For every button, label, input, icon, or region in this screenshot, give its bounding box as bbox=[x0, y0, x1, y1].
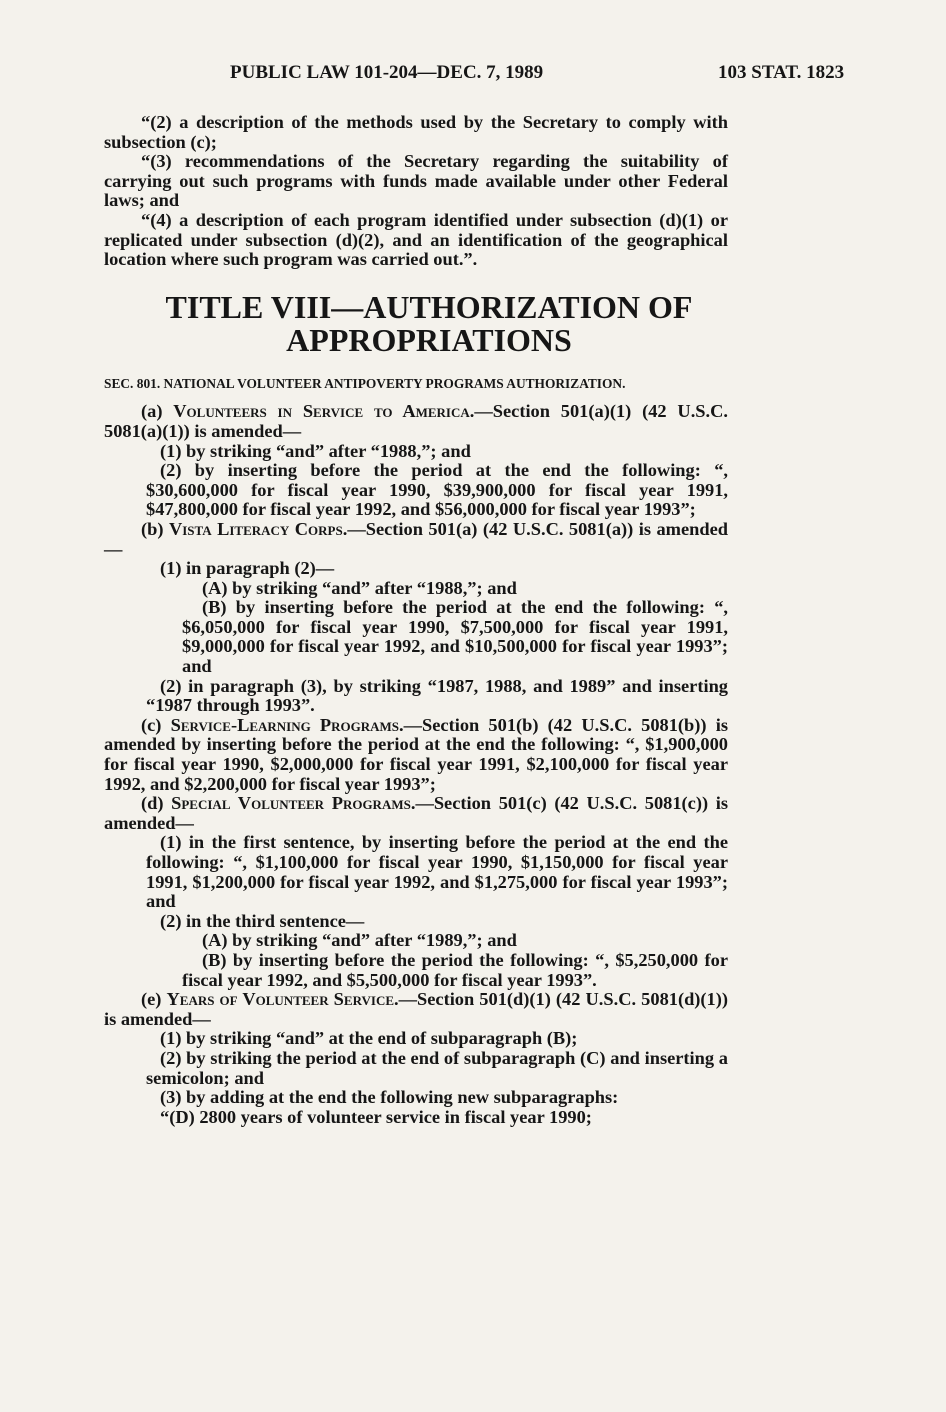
subsection-d-item-2a: (A) by striking “and” after “1989,”; and bbox=[202, 930, 517, 951]
paragraph-3: “(3) recommendations of the Secretary regarding the suitability of carrying out such programs with funds made available under other Federal laws; and bbox=[104, 151, 728, 211]
subsection-e-item-2: (2) by striking the period at the end of subparagraph (C) and inserting a semicolon; and bbox=[146, 1047, 728, 1088]
paragraph-2: “(2) a description of the methods used by the Secretary to comply with subsection (c); bbox=[104, 112, 728, 152]
subsection-e: (e) Years of Volunteer Service.—Section 501(d)(1) (42 U.S.C. 5081(d)(1)) is amended— bbox=[104, 989, 728, 1029]
subsection-d-text: —Section 501(c) (42 U.S.C. 5081(c)) is amended— bbox=[104, 793, 728, 833]
subsection-a-heading: Volunteers in Service to America. bbox=[173, 401, 475, 422]
subsection-e-item-3d: “(D) 2800 years of volunteer service in fiscal year 1990; bbox=[160, 1106, 592, 1127]
subsection-c-heading: Service-Learning Programs. bbox=[170, 714, 404, 735]
subsection-a-item-1: (1) by striking “and” after “1988,”; and bbox=[160, 440, 471, 461]
text-column bbox=[104, 113, 728, 1127]
subsection-b-item-1: (1) in paragraph (2)— bbox=[160, 558, 335, 579]
subsection-d: (d) Special Volunteer Programs.—Section 501(c) (42 U.S.C. 5081(c)) is amended— bbox=[104, 793, 728, 833]
section-heading: SEC. 801. NATIONAL VOLUNTEER ANTIPOVERTY PROGRAMS AUTHORIZATION. bbox=[104, 375, 626, 391]
subsection-c: (c) Service-Learning Programs.—Section 501(b) (42 U.S.C. 5081(b)) is amended by inserting before the period at the end the following: “, $1,900,000 for fiscal year 1990, $2,000,000 for fiscal year 1991, $2,100,000 for fiscal year 1992, and $2,200,000 for fiscal year 1993”; bbox=[104, 714, 728, 794]
paragraph-4: “(4) a description of each program identified under subsection (d)(1) or replicated under subsection (d)(2), and an identification of the geographical location where such program was carried out.”. bbox=[104, 209, 728, 270]
subsection-a-text: —Section 501(a)(1) (42 U.S.C. 5081(a)(1)) is amended— bbox=[104, 401, 728, 441]
subsection-c-text: —Section 501(b) (42 U.S.C. 5081(b)) is amended by inserting before the period at the end the following: “, $1,900,000 for fiscal year 1990, $2,000,000 for fiscal year 1991, $2,100,000 for fiscal year 1992, and $2,200,000 for fiscal year 1993”; bbox=[104, 714, 728, 794]
subsection-b: (b) Vista Literacy Corps.—Section 501(a) (42 U.S.C. 5081(a)) is amended— bbox=[104, 518, 728, 559]
running-header-left: PUBLIC LAW 101-204—DEC. 7, 1989 bbox=[230, 62, 544, 83]
subsection-b-heading: Vista Literacy Corps. bbox=[168, 518, 348, 539]
subsection-b-item-2: (2) in paragraph (3), by striking “1987, 1988, and 1989” and inserting “1987 through 1993”. bbox=[146, 675, 728, 716]
subsection-a-item-2: (2) by inserting before the period at the end the following: “, $30,600,000 for fiscal year 1990, $39,900,000 for fiscal year 1991, $47,800,000 for fiscal year 1992, and $56,000,000 for fiscal year 1993”; bbox=[146, 460, 728, 520]
subsection-a: (a) Volunteers in Service to America.—Section 501(a)(1) (42 U.S.C. 5081(a)(1)) is amended— bbox=[104, 401, 728, 441]
subsection-d-item-1: (1) in the first sentence, by inserting before the period at the end the following: “, $1,100,000 for fiscal year 1990, $1,150,000 for fiscal year 1991, $1,200,000 for fiscal year 1992, and $1,275,000 for fiscal year 1993”; and bbox=[146, 832, 728, 912]
title-heading: TITLE VIII—AUTHORIZATION OF APPROPRIATIONS bbox=[165, 288, 693, 358]
subsection-b-item-1b: (B) by inserting before the period at the end the following: “, $6,050,000 for fiscal year 1990, $7,500,000 for fiscal year 1991, $9,000,000 for fiscal year 1992, and $10,500,000 for fiscal year 1993”; and bbox=[182, 597, 728, 677]
subsection-b-item-1a: (A) by striking “and” after “1988,”; and bbox=[202, 577, 517, 598]
subsection-e-text: —Section 501(d)(1) (42 U.S.C. 5081(d)(1)) is amended— bbox=[104, 989, 728, 1029]
subsection-b-text: —Section 501(a) (42 U.S.C. 5081(a)) is amended— bbox=[104, 518, 728, 559]
subsection-d-item-2b: (B) by inserting before the period the following: “, $5,250,000 for fiscal year 1992, and $5,500,000 for fiscal year 1993”. bbox=[182, 949, 728, 990]
subsection-e-item-1: (1) by striking “and” at the end of subparagraph (B); bbox=[160, 1028, 578, 1049]
running-header-right: 103 STAT. 1823 bbox=[718, 62, 845, 83]
subsection-e-item-3: (3) by adding at the end the following new subparagraphs: bbox=[160, 1087, 619, 1108]
subsection-d-heading: Special Volunteer Programs. bbox=[171, 793, 416, 814]
subsection-d-item-2: (2) in the third sentence— bbox=[160, 910, 365, 931]
subsection-e-heading: Years of Volunteer Service. bbox=[166, 989, 399, 1010]
